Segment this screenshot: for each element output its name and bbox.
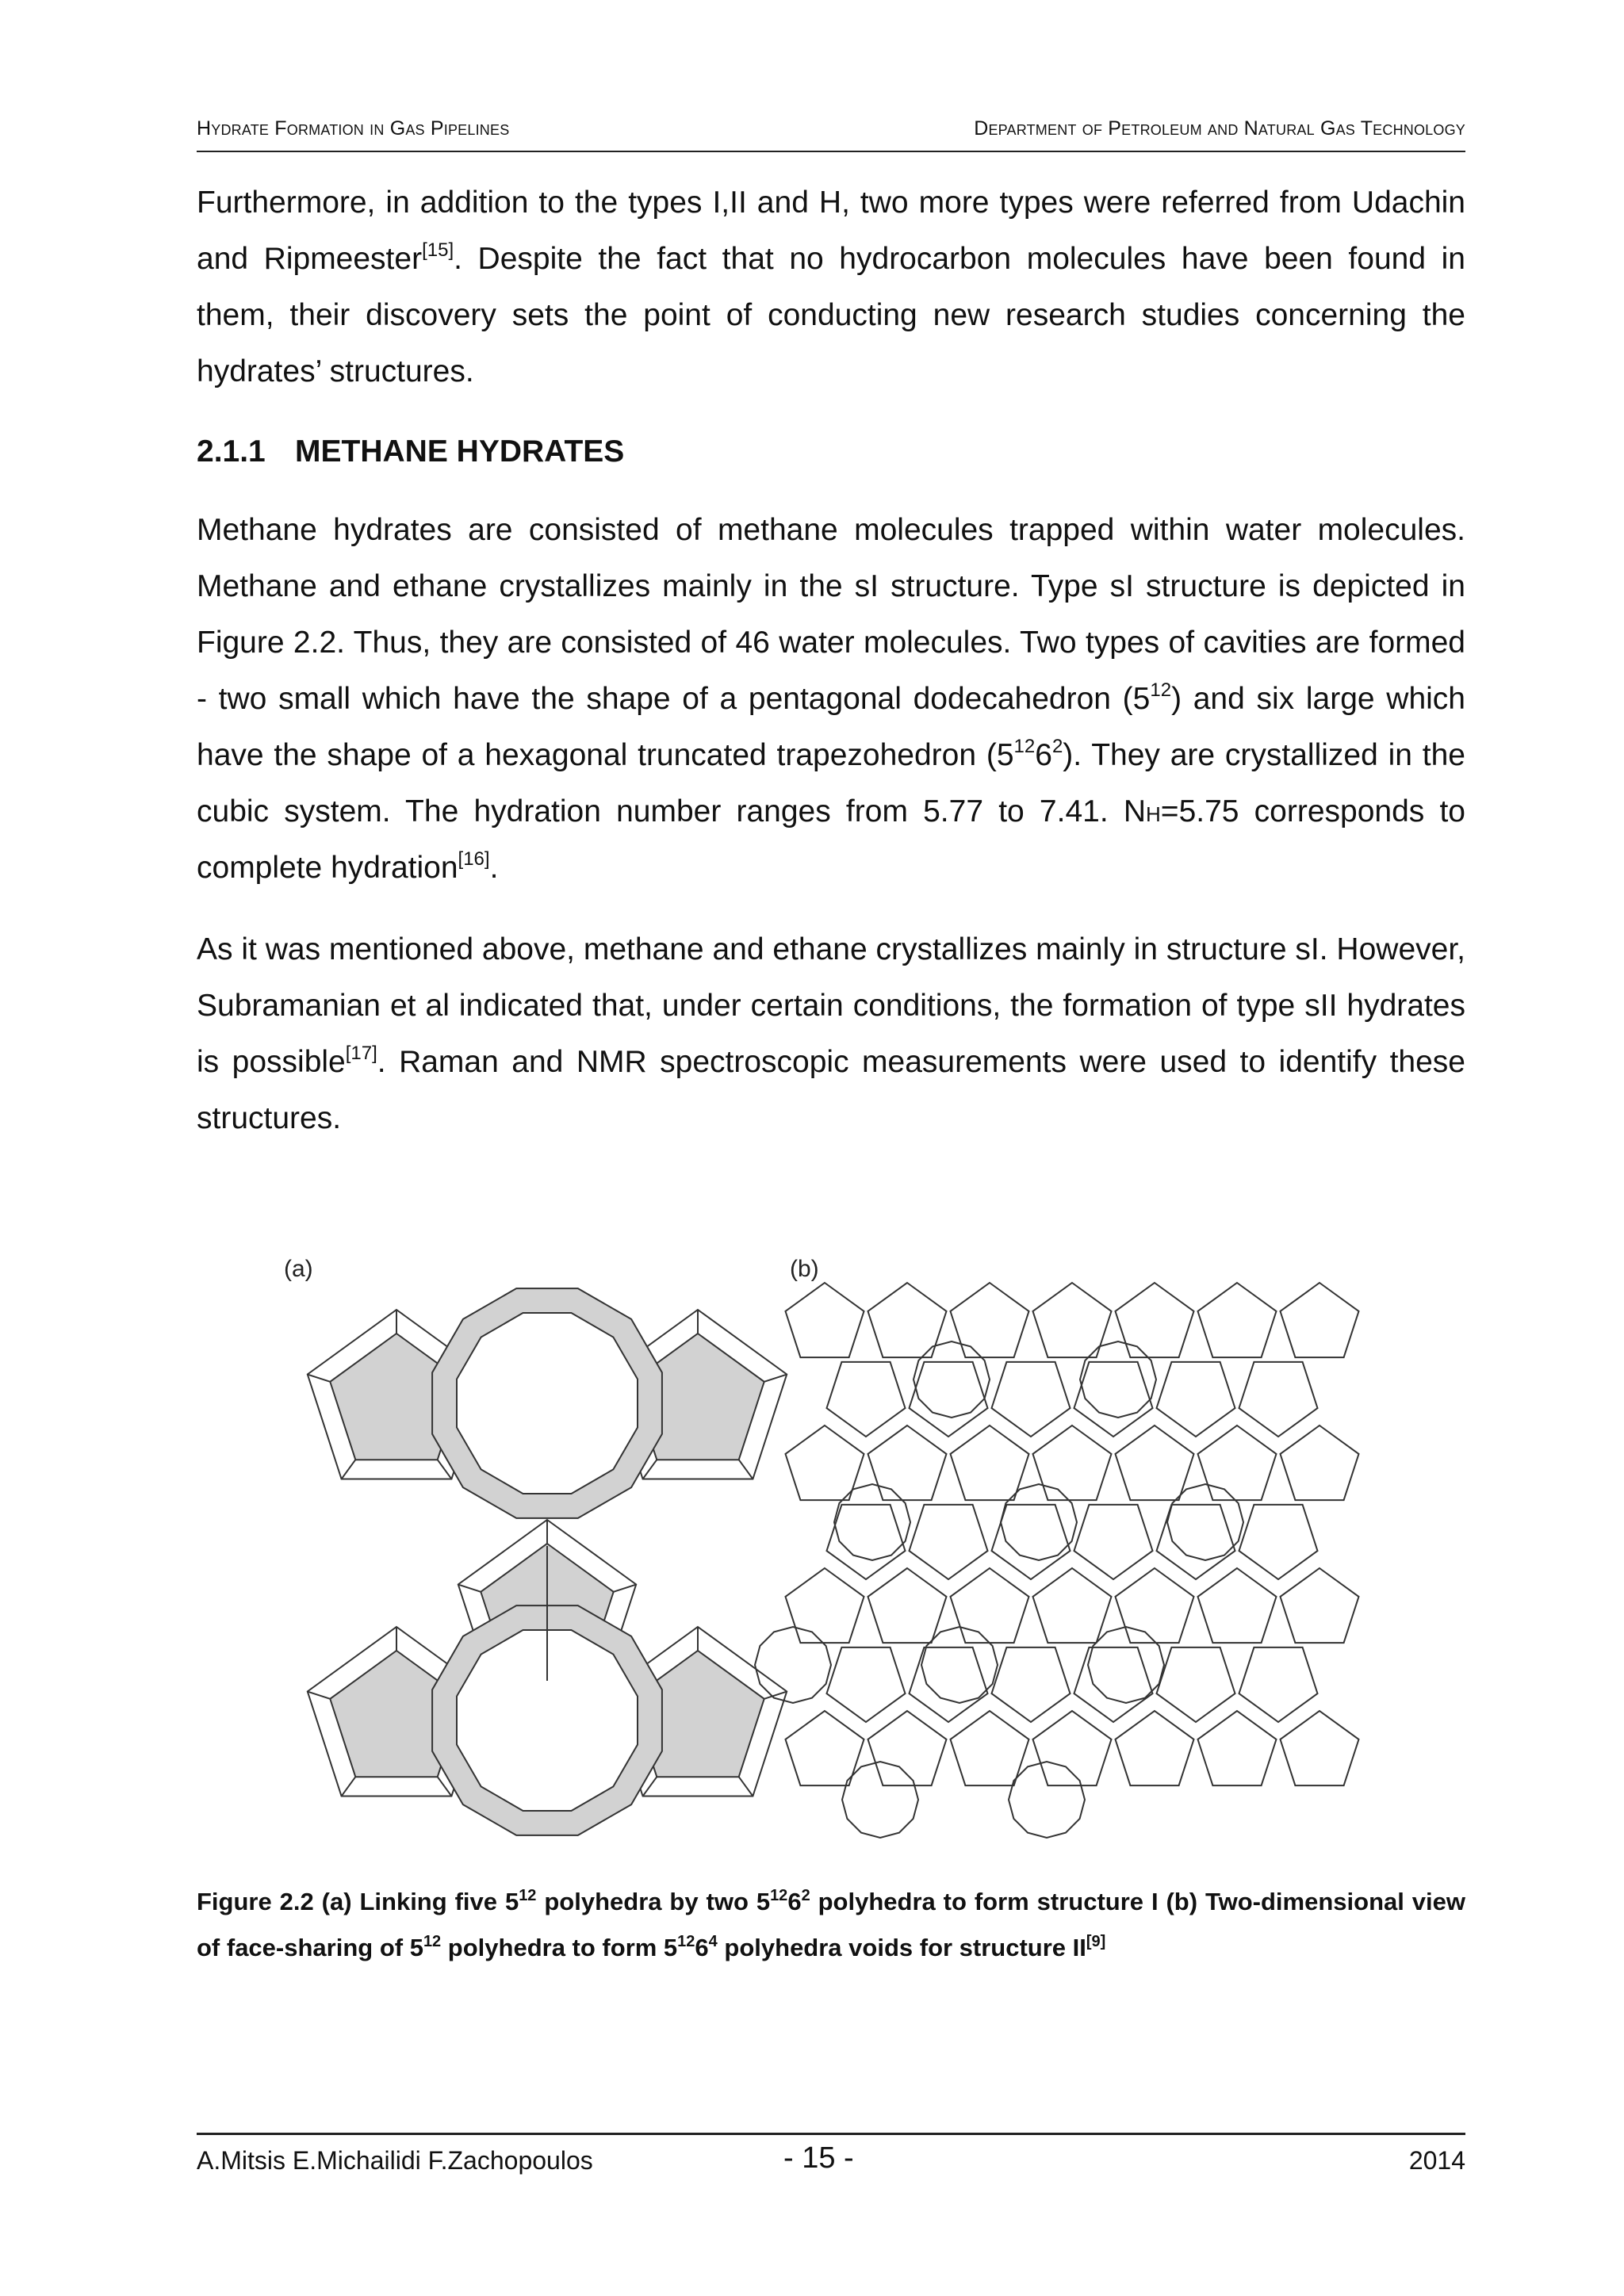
network-pentagon [827, 1362, 906, 1437]
network-pentagon [1157, 1362, 1235, 1437]
paragraph-intro [197, 174, 1465, 400]
network-pentagon [827, 1505, 906, 1579]
network-pentagon [1033, 1711, 1112, 1785]
page-footer [197, 2133, 1465, 2183]
paragraph-text: . [489, 851, 499, 885]
caption-text: 6 [695, 1934, 709, 1961]
section-title: METHANE HYDRATES [295, 434, 625, 469]
panel-a-structure-i [308, 1288, 787, 1835]
network-pentagon [1198, 1711, 1277, 1785]
paragraph-text: 6 [1035, 738, 1052, 772]
network-pentagon [1281, 1425, 1359, 1500]
panel-a-label: (a) [284, 1256, 313, 1282]
caption-text: polyhedra voids for structure II [717, 1934, 1086, 1961]
network-pentagon [827, 1647, 906, 1722]
network-pentagon [992, 1505, 1071, 1579]
network-pentagon [1281, 1568, 1359, 1643]
caption-text: Figure 2.2 (a) Linking five 5 [197, 1888, 519, 1915]
network-pentagon [1198, 1425, 1277, 1500]
network-pentagon [786, 1568, 864, 1643]
figure-illustration [278, 1253, 1372, 1855]
large-cage-void [457, 1313, 638, 1494]
network-pentagon [910, 1647, 988, 1722]
network-pentagon [868, 1425, 947, 1500]
paragraph-text: As it was mentioned above, methane and ethane crystallizes mainly in structure sI. However, Subramanian et al indicated that, under certain conditions, the formation of type sII hydrates is possible [197, 932, 1465, 1079]
network-pentagon [1198, 1568, 1277, 1643]
network-pentagon [1116, 1568, 1194, 1643]
network-pentagon [786, 1425, 864, 1500]
network-pentagon [1239, 1505, 1318, 1579]
page-number: - 15 - [783, 2141, 854, 2175]
panel-b-label: (b) [790, 1256, 819, 1282]
paragraph-structure-sii [197, 921, 1465, 1146]
network-pentagon [910, 1362, 988, 1437]
superscript: 2 [1051, 736, 1063, 757]
network-pentagon [1239, 1647, 1318, 1722]
superscript: 4 [708, 1933, 718, 1950]
superscript: 12 [423, 1933, 442, 1950]
footer-year: 2014 [1408, 2146, 1465, 2175]
network-pentagon [1116, 1425, 1194, 1500]
figure-polyhedra [278, 1253, 1372, 1855]
network-pentagon [951, 1283, 1029, 1357]
network-pentagon [951, 1425, 1029, 1500]
network-pentagon [992, 1647, 1071, 1722]
page-header [197, 111, 1465, 152]
network-pentagon [992, 1362, 1071, 1437]
network-pentagon [951, 1568, 1029, 1643]
footer-authors: A.Mitsis E.Michailidi F.Zachopoulos [197, 2146, 593, 2175]
paragraph-text: Methane hydrates are consisted of methane molecules trapped within water molecules. Methane and ethane crystallizes mainly in the sI structure. Type sI structure is depicted in Figure 2.2. Thus, they are consisted of 46 water molecules. Two types of cavities are formed - two small which have the shape of a pentagonal dodecahedron (5 [197, 513, 1465, 716]
superscript: 12 [1150, 679, 1172, 701]
header-document-title: Hydrate Formation in Gas Pipelines [197, 117, 510, 140]
network-pentagon [786, 1283, 864, 1357]
caption-text: polyhedra to form structure I (b) Two-dimensional view of face-sharing of 5 [197, 1888, 1465, 1961]
network-pentagon [1033, 1568, 1112, 1643]
network-pentagon [1033, 1425, 1112, 1500]
superscript: 12 [1013, 736, 1036, 757]
figure-caption [197, 1879, 1465, 1971]
paragraph-text: Furthermore, in addition to the types I,II and H, two more types were referred from Udachin and Ripmeester [197, 186, 1465, 276]
paragraph-text: . Despite the fact that no hydrocarbon molecules have been found in them, their discovery sets the point of conducting new research studies concerning the hydrates’ structures. [197, 242, 1465, 388]
caption-text: polyhedra to form 5 [441, 1934, 678, 1961]
network-pentagon [1281, 1711, 1359, 1785]
subscript: H [1146, 802, 1161, 826]
superscript: 12 [770, 1887, 788, 1904]
network-pentagon [1074, 1505, 1153, 1579]
superscript: 2 [801, 1887, 810, 1904]
network-pentagon [786, 1711, 864, 1785]
paragraph-methane [197, 502, 1465, 896]
network-pentagon [1116, 1283, 1194, 1357]
network-pentagon [1239, 1362, 1318, 1437]
citation: [15] [422, 239, 454, 261]
paragraph-text: ). They are crystallized in the cubic system. The hydration number ranges from 5.77 to 7.41. N [197, 738, 1465, 828]
paragraph-text: ) and six large which have the shape of a hexagonal truncated trapezohedron (5 [197, 682, 1465, 772]
citation: [17] [345, 1043, 377, 1064]
network-pentagon [910, 1505, 988, 1579]
paragraph-text: =5.75 corresponds to complete hydration [197, 794, 1465, 885]
superscript: 12 [677, 1933, 695, 1950]
network-pentagon [1198, 1283, 1277, 1357]
citation: [16] [458, 848, 490, 870]
network-pentagon [1116, 1711, 1194, 1785]
superscript: 12 [519, 1887, 537, 1904]
caption-text: 6 [787, 1888, 802, 1915]
network-pentagon [1281, 1283, 1359, 1357]
section-heading [197, 434, 624, 469]
citation: [9] [1086, 1933, 1106, 1950]
network-pentagon [1074, 1647, 1153, 1722]
network-pentagon [1157, 1647, 1235, 1722]
caption-text: polyhedra by two 5 [536, 1888, 771, 1915]
paragraph-text: . Raman and NMR spectroscopic measurements were used to identify these structures. [197, 1045, 1465, 1135]
network-pentagon [951, 1711, 1029, 1785]
section-number: 2.1.1 [197, 434, 266, 469]
header-department: Department of Petroleum and Natural Gas Technology [974, 117, 1465, 140]
panel-b-structure-ii [755, 1283, 1359, 1838]
network-pentagon [868, 1568, 947, 1643]
